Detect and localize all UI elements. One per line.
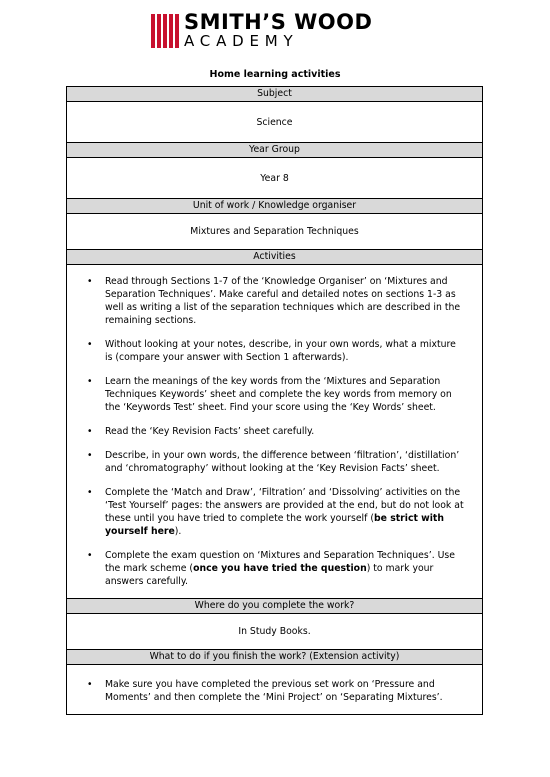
document-title: Home learning activities — [209, 69, 341, 80]
activities-table — [66, 86, 483, 715]
bullet-icon: • — [87, 487, 93, 498]
unit-header: Unit of work / Knowledge organiser — [67, 199, 483, 214]
extension-text: Make sure you have completed the previous set work on ‘Pressure and Moments’ and then complete the ‘Mini Project’ on ‘Separating Mixtures’. — [105, 679, 443, 703]
activity-text: ) to mark your answers carefully. — [105, 563, 434, 587]
subject-value: Science — [67, 102, 483, 143]
academy-logo — [151, 12, 372, 52]
activity-text: Learn the meanings of the key words from the ‘Mixtures and Separation Techniques Keywords’ sheet and complete the key words from memory on the ‘Keywords Test’ sheet. Find your score using the ‘Key Words’ sheet. — [105, 376, 452, 413]
logo-line-1: SMITH’S WOOD — [184, 10, 373, 34]
activity-emphasis: be strict with yourself here — [105, 513, 444, 537]
extension-cell — [67, 665, 483, 715]
extension-header: What to do if you finish the work? (Extension activity) — [67, 650, 483, 665]
list-item — [85, 449, 464, 475]
bullet-icon: • — [87, 679, 93, 690]
year-group-header: Year Group — [67, 143, 483, 158]
bullet-icon: • — [87, 550, 93, 561]
activity-text: Read the ‘Key Revision Facts’ sheet carefully. — [105, 426, 315, 437]
logo-text — [184, 12, 372, 52]
logo-line-2: ACADEMY — [184, 32, 299, 50]
logo-bar — [175, 14, 179, 48]
unit-value: Mixtures and Separation Techniques — [67, 214, 483, 250]
activity-text: Complete the ‘Match and Draw’, ‘Filtration’ and ‘Dissolving’ activities on the ‘Test Yourself’ pages: the answers are provided at the end, but do not look at these until you have tried to complete the work yourself ( — [105, 487, 464, 524]
logo-bar — [169, 14, 173, 48]
activity-text: Read through Sections 1-7 of the ‘Knowledge Organiser’ on ‘Mixtures and Separation Techniques’. Make careful and detailed notes on sections 1-3 as well as writing a list of the separation techniques which are described in the remaining sections. — [105, 276, 461, 326]
activities-cell — [67, 265, 483, 599]
where-header: Where do you complete the work? — [67, 599, 483, 614]
logo-bars — [151, 14, 179, 48]
logo-bar — [163, 14, 167, 48]
activity-text: Without looking at your notes, describe, in your own words, what a mixture is (compare your answer with Section 1 afterwards). — [105, 339, 456, 363]
bullet-icon: • — [87, 450, 93, 461]
list-item — [85, 678, 464, 704]
list-item — [85, 425, 464, 438]
logo-bar — [157, 14, 161, 48]
activity-text: Describe, in your own words, the difference between ‘filtration’, ‘distillation’ and ‘chromatography’ without looking at the ‘Key Revision Facts’ sheet. — [105, 450, 460, 474]
year-group-value: Year 8 — [67, 158, 483, 199]
list-item — [85, 275, 464, 327]
list-item — [85, 375, 464, 414]
subject-header: Subject — [67, 87, 483, 102]
where-value: In Study Books. — [67, 614, 483, 650]
bullet-icon: • — [87, 376, 93, 387]
activities-list — [67, 265, 482, 598]
activity-emphasis: once you have tried the question — [193, 563, 367, 574]
bullet-icon: • — [87, 426, 93, 437]
list-item — [85, 549, 464, 588]
extension-list — [67, 665, 482, 714]
activity-text: ). — [174, 526, 182, 537]
bullet-icon: • — [87, 276, 93, 287]
list-item — [85, 486, 464, 538]
activity-text: Complete the exam question on ‘Mixtures and Separation Techniques’. Use the mark scheme ( — [105, 550, 455, 574]
list-item — [85, 338, 464, 364]
logo-bar — [151, 14, 155, 48]
activities-header: Activities — [67, 250, 483, 265]
bullet-icon: • — [87, 339, 93, 350]
